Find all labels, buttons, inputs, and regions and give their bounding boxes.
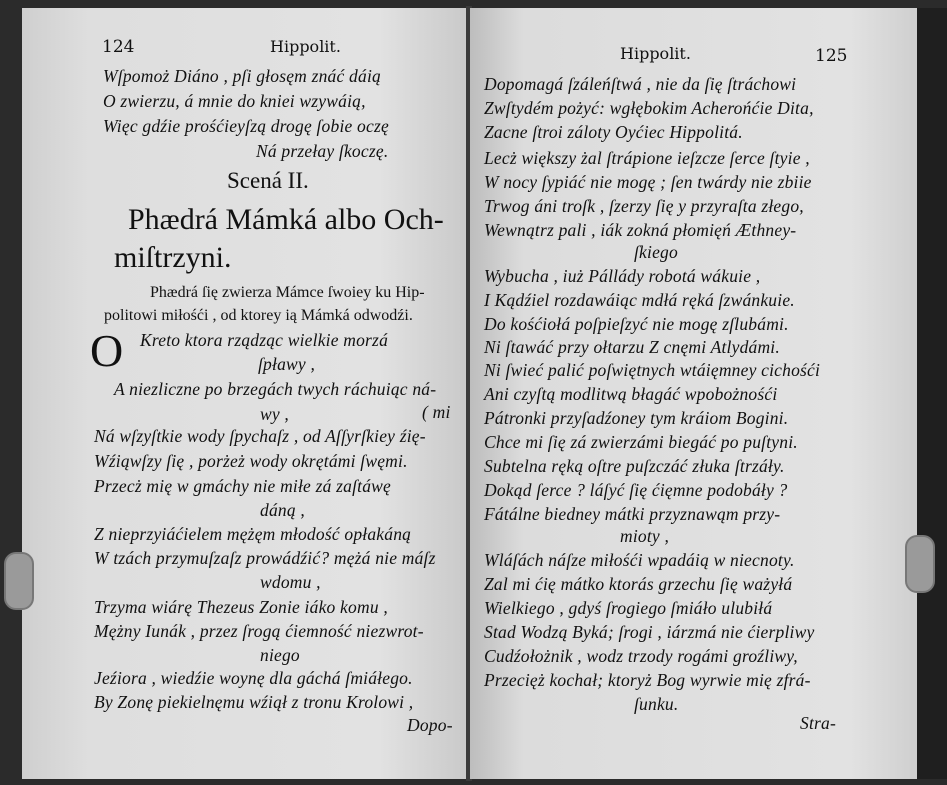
verse-line: Do kośćiołá poſpieſzyć nie mogę zſlubámi. (484, 314, 789, 334)
verse-line: Wielkiego , gdyś ſrogiego ſmiáło ulubiłá (484, 598, 773, 618)
verse-line: Fátálne biedney mátki przyznawąm przy- (484, 504, 781, 524)
verse-line: Subtelna ręką oſtre puſzczáć złuka ſtrzáły. (484, 456, 785, 476)
verse-line: Przecięż kochał; ktoryż Bog wyrwie mię zfrá- (484, 670, 811, 690)
running-head: Hippolit. (270, 37, 341, 56)
scene-argument: Phædrá ſię zwierza Mámce ſwoiey ku Hip- (150, 284, 425, 301)
drop-cap: O (90, 325, 124, 376)
verse-line: niego (260, 645, 300, 665)
verse-line: I Kądźiel rozdawáiąc mdłá ręká ſzwánkuie. (484, 290, 795, 310)
page-number: 125 (815, 46, 848, 66)
verse-line: Lecż większy żal ſtrápione ieſzcze ſerce ſtyie , (484, 148, 810, 168)
verse-line: Ni ſwieć palić poſwiętnych wtáięmney cichośći (484, 360, 821, 380)
verse-line: Wláſách náſze miłośći wpadáią w niecnoty. (484, 550, 795, 570)
verse-line: ſkiego (634, 242, 678, 262)
verse-line: wy , (260, 404, 289, 424)
binding-clip (4, 552, 34, 610)
verse-line: Jeźiora , wiedźie woynę dla gáchá ſmiáłego. (94, 668, 413, 688)
scene-argument: politowi miłośći , od ktorey ią Mámká odwodźi. (104, 307, 413, 324)
running-head: Hippolit. (620, 44, 691, 63)
verse-line: Zwſtydém pożyć: wgłębokim Acherońćie Dita, (484, 98, 814, 118)
verse-line: A niezliczne po brzegách twych ráchuiąc ná- (114, 379, 437, 399)
verse-line: mioty , (620, 526, 670, 546)
binding-clip (905, 535, 935, 593)
verse-line: Ni ſtawáć przy ołtarzu Z cnęmi Atlydámi. (484, 337, 780, 357)
verse-line: Dokąd ſerce ? láſyć ſię ćięmne podobáły ? (484, 480, 788, 500)
verse-line: Chce mi ſię zá zwierzámi biegáć po puſtyni. (484, 432, 798, 452)
verse-line: Wſpomoż Diáno , pſi głosęm znáć dáią (103, 66, 381, 86)
verse-line: ( mi (422, 402, 451, 422)
left-page (22, 8, 468, 779)
verse-line: ſunku. (634, 694, 679, 714)
verse-line: Kreto ktora rządząc wielkie morzá (140, 330, 389, 350)
verse-line: Ná wſzyſtkie wody ſpychaſz , od Aſſyrſkiey źię- (94, 426, 426, 446)
verse-line: W nocy ſypiáć nie mogę ; ſen twárdy nie zbiie (484, 172, 812, 192)
verse-line: Wźiąwſzy ſię , porżeż wody okrętámi ſwęmi. (94, 451, 408, 471)
verse-line: dáną , (260, 500, 305, 520)
verse-line: By Zonę piekielnęmu wźiął z tronu Krolowi , (94, 692, 414, 712)
verse-line: Ná przełay ſkoczę. (256, 141, 389, 161)
verse-line: Cudźołożnik , wodz trzody rogámi groźliwy, (484, 646, 798, 666)
verse-line: Zacne ſtroi záloty Oyćiec Hippolitá. (484, 122, 743, 142)
verse-line: Dopomagá ſzáleńſtwá , nie da ſię ſtráchowi (484, 74, 797, 94)
verse-line: Przecż mię w gmáchy nie miłe zá zaſtáwę (94, 476, 391, 496)
page-edge-shadow (917, 8, 947, 779)
page-number: 124 (102, 37, 135, 57)
verse-line: Ani czyſtą modlitwą błagáć wpobożnośći (484, 384, 778, 404)
catchword: Stra- (800, 713, 836, 733)
verse-line: Trzyma wiárę Thezeus Zonie iáko komu , (94, 597, 388, 617)
verse-line: Stad Wodzą Byká; ſrogi , iárzmá nie ćierpliwy (484, 622, 815, 642)
verse-line: Pátronki przyſadźoney tym kráiom Bogini. (484, 408, 789, 428)
verse-line: wdomu , (260, 572, 321, 592)
verse-line: Wewnątrz pali , iák zokná płomięń Æthney- (484, 220, 797, 240)
verse-line: Więc gdźie prośćieyſzą drogę ſobie oczę (103, 116, 389, 136)
catchword: Dopo- (407, 715, 453, 735)
right-page (470, 8, 917, 779)
scene-heading: miſtrzyni. (114, 241, 232, 274)
scene-title: Scená II. (227, 168, 309, 193)
verse-line: O zwierzu, á mnie do kniei wzywáią, (103, 91, 366, 111)
verse-line: Wybucha , iuż Pállády robotá wákuie , (484, 266, 761, 286)
verse-line: Mężny Iunák , przez ſrogą ćiemność niezwrot- (94, 621, 424, 641)
verse-line: Z nieprzyiáćielem mężęm młodość opłakáną (94, 524, 412, 544)
verse-line: Trwog áni troſk , ſzerzy ſię y przyraſta złego, (484, 196, 804, 216)
verse-line: Zal mi ćię mátko ktorás grzechu ſię ważyłá (484, 574, 793, 594)
scene-heading: Phædrá Mámká albo Och- (128, 203, 444, 236)
verse-line: ſpławy , (258, 354, 316, 374)
verse-line: W tzách przymuſzaſz prowádźić? mężá nie máſz (94, 548, 436, 568)
